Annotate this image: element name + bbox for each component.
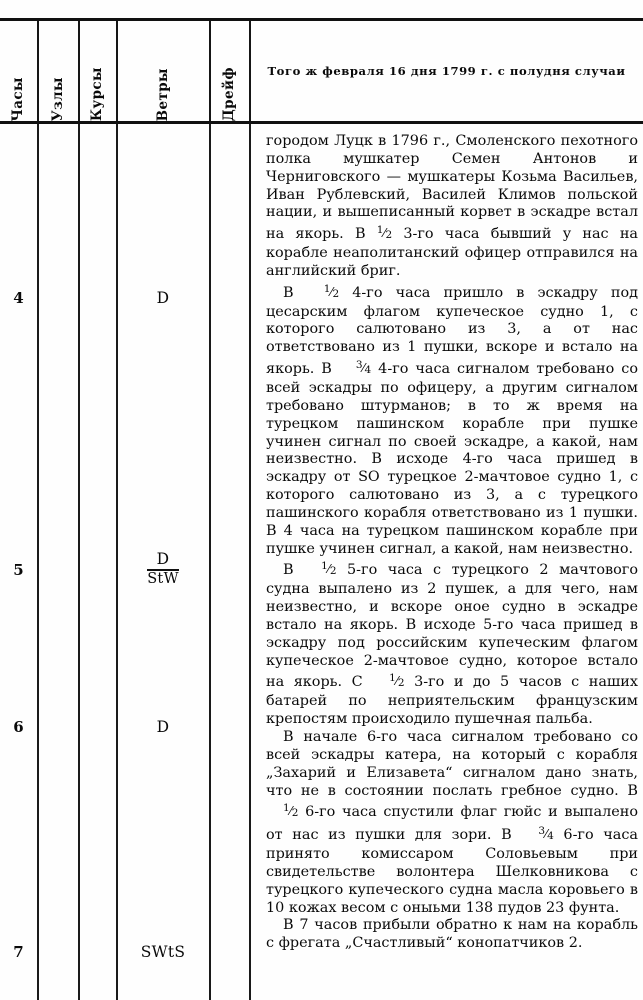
event-paragraph: В 1⁄2 5-го часа с турецкого 2 мачтового судна выпалено из 2 пушек, а для чего, нам неизвестно, и вскоре оное судно в эскадре встало на якорь. В исходе 5-го часа пришед в эскадру под российским купеческим флагом купеческое 2-мачтовое судно, которое встало на якорь. С 1⁄2 3-го и до 5 часов с наших батарей по неприятельским французским крепостям происходило пушечная пальба.: [266, 560, 638, 728]
body-divider-1: [37, 124, 39, 1000]
wind-fraction-numerator: D: [147, 551, 179, 571]
column-header-hours: [0, 21, 37, 121]
wind-fraction-denominator: StW: [147, 570, 179, 587]
column-header-winds-label: Ветры: [154, 67, 171, 121]
event-paragraph: В начале 6-го часа сигналом требовано со всей эскадры катера, на который с корабля „Захарий и Елизавета“ сигналом дано знать, что не в состоянии послать гребное судно. В 1⁄2 6-го часа спустили флаг гюйс и выпалено от нас из пушки для зори. В 3⁄4 6-го часа принято комиссаром Соловьевым при свидетельстве волонтера Шелковникова с турецкого купеческого судна масла коровьего в 10 кожах весом с оныьми 138 пудов 23 фунта.: [266, 729, 639, 916]
column-header-drift-label: Дрейф: [221, 66, 238, 121]
table-row-wind: SWtS: [140, 943, 186, 961]
column-header-events-label: Того ж февраля 16 дня 1799 г. с полудня случаи: [267, 64, 626, 78]
inline-fraction: 1⁄2: [321, 560, 337, 578]
table-row-wind: [118, 551, 208, 587]
table-row-hour: 7: [13, 943, 24, 961]
wind-fraction: [147, 551, 179, 587]
event-paragraph: В 7 часов прибыли обратно к нам на корабль с фрегата „Счастливый“ конопатчиков 2.: [266, 917, 638, 952]
table-row-hour: 5: [13, 561, 24, 579]
inline-fraction: 1⁄2: [389, 672, 405, 690]
event-paragraph: городом Луцк в 1796 г., Смоленского пехотного полка мушкатер Семен Антонов и Черниговского — мушкатеры Козьма Васильев, Иван Рублевский, Василей Климов польской нации, и вышеписанный корвет в эскадре встал на якорь. В 1⁄2 3-го часа бывший у нас на корабле неаполитанский офицер отправился на английский бриг.: [266, 133, 638, 279]
column-header-course-label: Курсы: [89, 66, 106, 121]
body-divider-4: [209, 124, 211, 1000]
inline-fraction: 1⁄2: [323, 282, 340, 300]
table-row-wind: D: [156, 718, 170, 736]
inline-fraction: 1⁄2: [376, 224, 393, 242]
column-header-knots-label: Узлы: [49, 76, 66, 121]
body-divider-5: [249, 124, 251, 1000]
column-header-course: [80, 21, 116, 121]
table-row-hour: 4: [13, 289, 24, 307]
table-row-hour: 6: [13, 718, 24, 736]
inline-fraction: 3⁄4: [538, 825, 554, 843]
table-row-wind: D: [156, 289, 170, 307]
column-header-events: [250, 21, 643, 121]
body-divider-2: [78, 124, 80, 1000]
events-text-column: [266, 133, 638, 953]
event-paragraph: В 1⁄2 4-го часа пришло в эскадру под цесарским флагом купеческое судно 1, с которого салютовано из 3, а от нас ответствовано из 1 пушки, вскоре и встало на якорь. В 3⁄4 4-го часа сигналом требовано со всей эскадры по офицеру, а другим сигналом требовано штурманов; в то ж время на турецком пашинском корабле при пушке учинен сигнал по своей эскадре, а какой, нам неизвестно. В исходе 4-го часа пришед в эскадру от SO турецкое 2-мачтовое судно 1, с которого салютовано из 3, а с турецкого пашинского корабля ответствовано из 1 пушки. В 4 часа на турецком пашинском корабле при пушке учинен сигнал, а какой, нам неизвестно.: [266, 282, 638, 557]
inline-fraction: 1⁄2: [283, 802, 299, 820]
column-header-knots: [39, 21, 78, 121]
inline-fraction: 3⁄4: [355, 359, 372, 377]
column-header-hours-label: Часы: [9, 76, 26, 121]
column-header-winds: [118, 21, 209, 121]
column-header-drift: [211, 21, 249, 121]
table-body: [0, 124, 643, 1000]
